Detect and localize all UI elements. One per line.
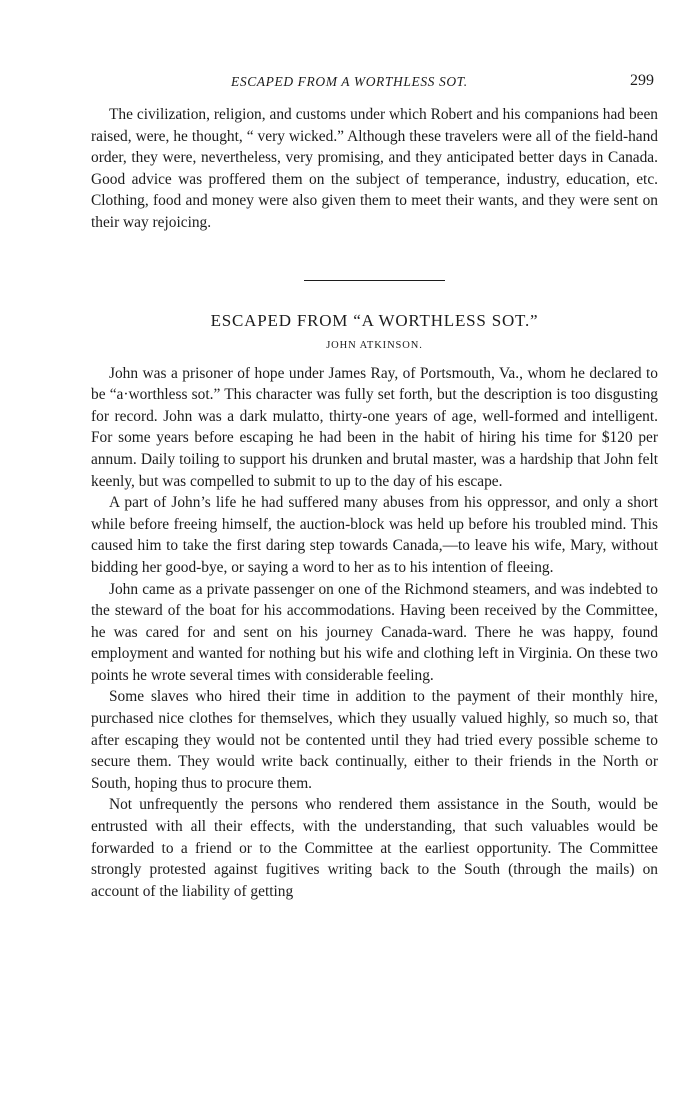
body-paragraph: John was a prisoner of hope under James Ray, of Portsmouth, Va., whom he declared to be “a·worthless sot.” This character was fully set forth, but the description is too disgusting for record. John was a dark mulatto, thirty-one years of age, well-formed and intelligent. For some years before escaping he had been in the habit of hiring his time for $120 per annum. Daily toiling to support his drunken and brutal master, was a hardship that John felt keenly, but was compelled to submit to up to the day of his escape.	[91, 364, 658, 490]
book-page	[91, 72, 658, 902]
body-paragraph: John came as a private passenger on one of the Richmond steamers, and was indebted to the steward of the boat for his accommodations. Having been received by the Committee, he was cared for and sent on his journey Canada-ward. There he was happy, found employment and wanted for nothing but his wife and clothing left in Virginia. On these two points he wrote several times with considerable feeling.	[91, 580, 658, 684]
body-paragraph: A part of John’s life he had suffered many abuses from his oppressor, and only a short while before freeing himself, the auction-block was held up before his troubled mind. This caused him to take the first daring step towards Canada,—to leave his wife, Mary, without bidding her good-bye, or saying a word to her as to his intention of fleeing.	[91, 494, 658, 576]
running-header	[91, 72, 658, 96]
body-paragraph: Some slaves who hired their time in addition to the payment of their monthly hire, purchased nice clothes for themselves, which they usually valued highly, so much so, that after escaping they would not be contented until they had tried every possible scheme to secure them. They would write back continually, either to their friends in the North or South, hoping thus to procure them.	[91, 688, 658, 792]
intro-paragraph: The civilization, religion, and customs under which Robert and his companions had been raised, were, he thought, “ very wicked.” Although these travelers were all of the field-hand order, they were, nevertheless, very promising, and they anticipated better days in Canada. Good advice was proffered them on the subject of temperance, industry, education, etc. Clothing, food and money were also given them to meet their wants, and they were sent on their way rejoicing.	[91, 106, 658, 231]
section-byline: JOHN ATKINSON.	[326, 339, 423, 351]
section-title: ESCAPED FROM “A WORTHLESS SOT.”	[210, 310, 539, 330]
section-divider	[304, 280, 445, 281]
page-number: 299	[630, 72, 654, 89]
running-title: ESCAPED FROM A WORTHLESS SOT.	[231, 74, 468, 89]
body-paragraph: Not unfrequently the persons who rendered them assistance in the South, would be entrusted with all their effects, with the understanding, that such valuables would be forwarded to a friend or to the Committee at the earliest opportunity. The Committee strongly protested against fugitives writing back to the South (through the mails) on account of the liability of getting	[91, 796, 658, 900]
